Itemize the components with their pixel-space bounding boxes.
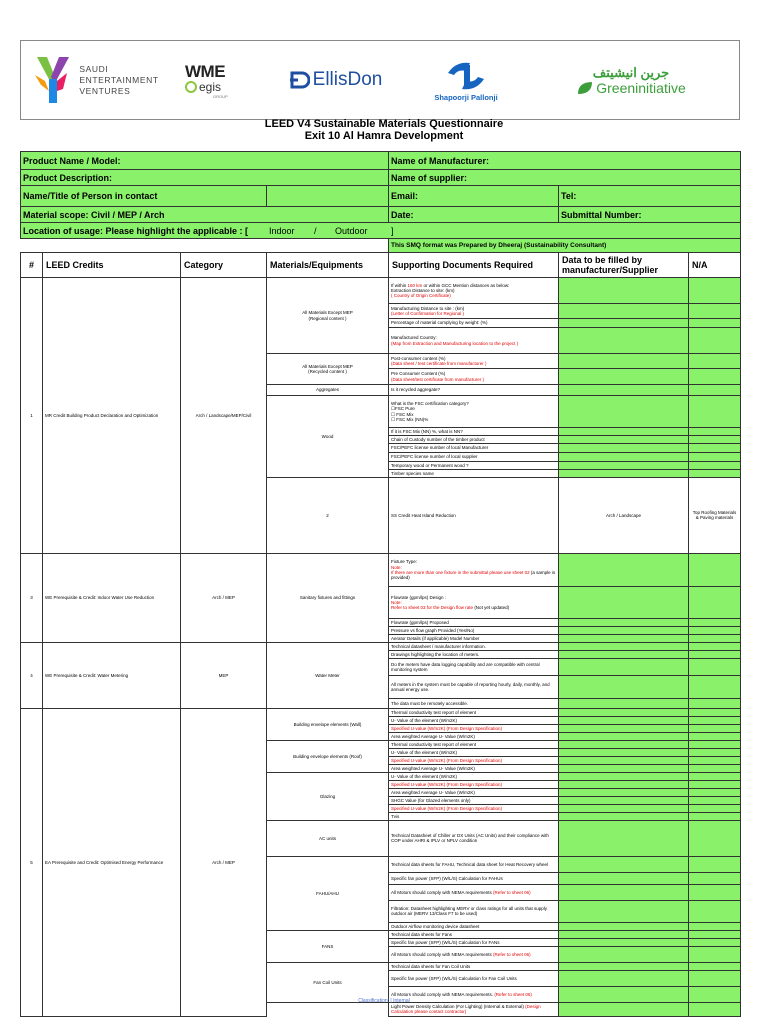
data-cell[interactable] bbox=[559, 820, 689, 856]
saudi-entertainment-ventures-logo bbox=[21, 41, 171, 119]
na-cell[interactable] bbox=[689, 788, 741, 796]
section-3-number: 3 bbox=[21, 553, 43, 642]
slash: / bbox=[314, 225, 317, 236]
na-cell[interactable] bbox=[689, 764, 741, 772]
doc-fsc-manufacturer: FSC/PEFC license number of local Manufacturer bbox=[389, 444, 559, 453]
na-cell[interactable] bbox=[689, 304, 741, 319]
na-cell[interactable] bbox=[689, 385, 741, 396]
section-2-credit: SS Credit Heat Island Reduction bbox=[389, 478, 559, 554]
product-description-label: Product Description: bbox=[21, 170, 389, 186]
doc-shgc: SHGC Value (for Glazed elements only) bbox=[389, 796, 559, 804]
na-cell[interactable] bbox=[689, 462, 741, 470]
ellisdon-logo bbox=[271, 41, 401, 119]
data-cell[interactable] bbox=[559, 780, 689, 788]
na-cell[interactable] bbox=[689, 708, 741, 716]
doc-fans-datasheet: Technical data sheets for Fans bbox=[389, 930, 559, 938]
indoor-option[interactable]: Indoor bbox=[269, 225, 295, 236]
doc-fcu-datasheet: Technical data sheets for Fan Coil Units bbox=[389, 962, 559, 970]
doc-data-logging: Do the meters have data logging capability and are compatible with central monitoring system bbox=[389, 658, 559, 675]
na-cell[interactable] bbox=[689, 626, 741, 634]
data-cell[interactable] bbox=[559, 922, 689, 930]
na-cell[interactable] bbox=[689, 1002, 741, 1016]
material-wall: Building envelope elements (Wall) bbox=[267, 708, 389, 740]
location-label: Location of usage: Please highlight the applicable : [ bbox=[23, 225, 249, 236]
data-cell[interactable] bbox=[559, 650, 689, 658]
data-cell[interactable] bbox=[559, 716, 689, 724]
na-cell[interactable] bbox=[689, 586, 741, 618]
title-line-1: LEED V4 Sustainable Materials Questionnaire bbox=[264, 118, 504, 130]
material-aggregates: Aggregates bbox=[267, 385, 389, 396]
data-cell[interactable] bbox=[559, 354, 689, 369]
data-cell[interactable] bbox=[559, 748, 689, 756]
na-cell[interactable] bbox=[689, 658, 741, 675]
submittal-label: Submittal Number: bbox=[559, 207, 741, 223]
na-cell[interactable] bbox=[689, 962, 741, 970]
document-title bbox=[0, 118, 768, 142]
na-cell[interactable] bbox=[689, 812, 741, 820]
doc-meter-reporting: All meters in the system must be capable of reporting hourly, daily, monthly, and annual energy use. bbox=[389, 675, 559, 698]
material-water-meter: Water Meter bbox=[267, 642, 389, 708]
col-num-header: # bbox=[21, 253, 43, 278]
na-cell[interactable] bbox=[689, 804, 741, 812]
data-cell[interactable] bbox=[559, 698, 689, 708]
material-ac-units: AC units bbox=[267, 820, 389, 856]
doc-specified-u-glazing: Specified U-value (W/m2K) (From Design Specification) bbox=[389, 780, 559, 788]
na-cell[interactable] bbox=[689, 820, 741, 856]
outdoor-option[interactable]: Outdoor bbox=[335, 225, 368, 236]
na-cell[interactable] bbox=[689, 396, 741, 428]
col-data-header: Data to be filled by manufacturer/Supplier bbox=[559, 253, 689, 278]
doc-flowrate-proposed: Flowrate (gpm/lps) Proposed bbox=[389, 618, 559, 626]
data-cell[interactable] bbox=[559, 796, 689, 804]
data-cell[interactable] bbox=[559, 658, 689, 675]
na-cell[interactable] bbox=[689, 354, 741, 369]
material-fan-coil: Fan Coil Units bbox=[267, 962, 389, 1002]
na-cell[interactable] bbox=[689, 796, 741, 804]
doc-sfp-fcu: Specific fan power (SFP) (W/L/S) Calculation for Fan Coil Units bbox=[389, 970, 559, 986]
section-2-number: 2 bbox=[267, 478, 389, 554]
email-label: Email: bbox=[389, 186, 559, 207]
na-cell[interactable] bbox=[689, 698, 741, 708]
title-line-2: Exit 10 Al Hamra Development bbox=[304, 130, 464, 142]
doc-u-value-wall: U- Value of the element (W/m2K) bbox=[389, 716, 559, 724]
prepared-by-note: This SMQ format was Prepared by Dheeraj (Sustainability Consultant) bbox=[389, 239, 741, 253]
doc-tvis: Tvis bbox=[389, 812, 559, 820]
section-4-number: 4 bbox=[21, 642, 43, 708]
classification-footer: Classification: | Internal bbox=[358, 998, 410, 1004]
data-cell[interactable] bbox=[559, 304, 689, 319]
data-cell[interactable] bbox=[559, 634, 689, 642]
egis-text: egis bbox=[199, 79, 222, 94]
data-cell[interactable] bbox=[559, 319, 689, 328]
supplier-label: Name of supplier: bbox=[389, 170, 741, 186]
bracket: ] bbox=[391, 225, 394, 236]
data-cell[interactable] bbox=[559, 626, 689, 634]
material-glazing: Glazing bbox=[267, 772, 389, 820]
doc-airflow-monitoring: Outdoor Airflow monitoring device datasheet bbox=[389, 922, 559, 930]
data-cell[interactable] bbox=[559, 385, 689, 396]
scope-label: Material scope: Civil / MEP / Arch bbox=[21, 207, 389, 223]
na-cell[interactable] bbox=[689, 328, 741, 354]
doc-u-value-roof: U- Value of the element (W/m2K) bbox=[389, 748, 559, 756]
doc-avg-u-glazing: Area weighted Average U- Value (W/m2K) bbox=[389, 788, 559, 796]
material-roofing: Top Roofing Materials & Paving materials bbox=[689, 478, 741, 554]
na-cell[interactable] bbox=[689, 938, 741, 946]
col-category-header: Category bbox=[181, 253, 267, 278]
contact-label: Name/Title of Person in contact bbox=[21, 186, 267, 207]
data-cell[interactable] bbox=[559, 428, 689, 436]
doc-lpd: Light Power Density Calculation (For Lighting) (Internal & External) (Design Calculation please contact contractor) bbox=[389, 1002, 559, 1016]
shapoorji-pallonji-logo bbox=[401, 41, 531, 119]
na-cell[interactable] bbox=[689, 444, 741, 453]
product-name-label: Product Name / Model: bbox=[21, 152, 389, 170]
na-cell[interactable] bbox=[689, 900, 741, 922]
data-cell[interactable] bbox=[559, 788, 689, 796]
data-cell[interactable] bbox=[559, 946, 689, 962]
data-cell[interactable] bbox=[559, 1002, 689, 1016]
sev-line-2: ENTERTAINMENT bbox=[79, 74, 159, 85]
data-cell[interactable] bbox=[559, 740, 689, 748]
doc-extraction-distance: If within 160 km or within GCC Mention distances as below: Extraction Distance to site: (km) ( Country of Origin Certificate) bbox=[389, 278, 559, 304]
data-cell[interactable] bbox=[559, 436, 689, 444]
blank-cell bbox=[21, 239, 389, 253]
section-1-category: Arch / Landscape/MEP/Civil bbox=[181, 278, 267, 554]
shapoorji-text: Shapoorji Pallonji bbox=[434, 92, 498, 102]
doc-recycled-aggregate: Is it recycled aggregate? bbox=[389, 385, 559, 396]
doc-pressure-graph: Pressure vs flow graph Provided (Yes/No) bbox=[389, 626, 559, 634]
na-cell[interactable] bbox=[689, 732, 741, 740]
na-cell[interactable] bbox=[689, 930, 741, 938]
data-cell[interactable] bbox=[559, 938, 689, 946]
doc-post-consumer: Post-consumer content (%) (Data sheet / test certificate from manufacturer ) bbox=[389, 354, 559, 369]
na-cell[interactable] bbox=[689, 756, 741, 764]
na-cell[interactable] bbox=[689, 946, 741, 962]
section-3-category: Arch / MEP bbox=[181, 553, 267, 642]
sev-icon bbox=[33, 55, 73, 105]
na-cell[interactable] bbox=[689, 884, 741, 900]
contact-value[interactable] bbox=[267, 186, 389, 207]
ellisdon-text: EllisDon bbox=[312, 69, 383, 90]
doc-fixture-type: Fixture Type: Note: If there are more than one fixture in the submittal please use sheet 02 (a sample is provided) bbox=[389, 553, 559, 586]
doc-avg-u-roof: Area weighted Average U- Value (W/m2K) bbox=[389, 764, 559, 772]
data-cell[interactable] bbox=[559, 453, 689, 462]
doc-thermal-roof: Thermal conductivity test report of element bbox=[389, 740, 559, 748]
col-credits-header: LEED Credits bbox=[43, 253, 181, 278]
manufacturer-label: Name of Manufacturer: bbox=[389, 152, 741, 170]
doc-specified-u-wall: Specified U-value (W/m2K) (From Design Specification) bbox=[389, 724, 559, 732]
doc-nema-fcu: All Motors should comply with NEMA requirements. (Refer to sheet 06) bbox=[389, 986, 559, 1002]
questionnaire-table bbox=[20, 151, 741, 1017]
data-cell[interactable] bbox=[559, 962, 689, 970]
material-sanitary: Sanitary fixtures and fittings bbox=[267, 553, 389, 642]
green-initiative-text: Greeninitiative bbox=[596, 79, 686, 96]
section-1-credit: MR Credit Building Product Declaration and Optimization bbox=[43, 278, 181, 554]
data-cell[interactable] bbox=[559, 724, 689, 732]
doc-nema-fans: All Motors should comply with NEMA requirements (Refer to sheet 06) bbox=[389, 946, 559, 962]
na-cell[interactable] bbox=[689, 724, 741, 732]
green-initiative-arabic: جرين انيشيتف bbox=[592, 64, 670, 80]
material-fans: FANS bbox=[267, 930, 389, 962]
col-na-header: N/A bbox=[689, 253, 741, 278]
doc-thermal-wall: Thermal conductivity test report of element bbox=[389, 708, 559, 716]
na-cell[interactable] bbox=[689, 436, 741, 444]
doc-chiller-datasheet: Technical Datasheet of Chiller or DX Units (AC Units) and their compliance with COP under AHRI & IPLV or NPLV condition bbox=[389, 820, 559, 856]
wme-text: WME bbox=[185, 61, 226, 81]
data-cell[interactable] bbox=[559, 278, 689, 304]
na-cell[interactable] bbox=[689, 553, 741, 586]
doc-specified-u-roof: Specified U-value (W/m2K) (From Design Specification) bbox=[389, 756, 559, 764]
data-cell[interactable] bbox=[559, 812, 689, 820]
na-cell[interactable] bbox=[689, 428, 741, 436]
na-cell[interactable] bbox=[689, 453, 741, 462]
data-cell[interactable] bbox=[559, 970, 689, 986]
na-cell[interactable] bbox=[689, 748, 741, 756]
na-cell[interactable] bbox=[689, 970, 741, 986]
na-cell[interactable] bbox=[689, 369, 741, 385]
doc-filtration: Filtration: Datasheet highlighting MERV or class ratings for all units that supply outdoor air (MERV 13/Class F7 to be used) bbox=[389, 900, 559, 922]
na-cell[interactable] bbox=[689, 319, 741, 328]
data-cell[interactable] bbox=[559, 772, 689, 780]
na-cell[interactable] bbox=[689, 650, 741, 658]
na-cell[interactable] bbox=[689, 780, 741, 788]
doc-timber-species: Timber species name bbox=[389, 470, 559, 478]
data-cell[interactable] bbox=[559, 675, 689, 698]
doc-avg-u-wall: Area weighted Average U- Value (W/m2K) bbox=[389, 732, 559, 740]
logo-banner bbox=[20, 40, 740, 120]
material-wood: Wood bbox=[267, 396, 389, 478]
col-materials-header: Materials/Equipments bbox=[267, 253, 389, 278]
material-fahu: FAHU/AHU bbox=[267, 856, 389, 930]
na-cell[interactable] bbox=[689, 740, 741, 748]
data-cell[interactable] bbox=[559, 872, 689, 884]
data-cell[interactable] bbox=[559, 930, 689, 938]
doc-temporary-wood: Temporary wood or Permanent wood ? bbox=[389, 462, 559, 470]
wme-egis-logo bbox=[171, 41, 271, 119]
data-cell[interactable] bbox=[559, 462, 689, 470]
doc-specified-u-glazing-2: Specified U-value (W/m2K) (From Design Specification) bbox=[389, 804, 559, 812]
doc-fsc-supplier: FSC/PEFC license number of local supplier bbox=[389, 453, 559, 462]
doc-meter-drawings: Drawings highlighting the location of meters. bbox=[389, 650, 559, 658]
blank-cell bbox=[267, 1002, 389, 1016]
na-cell[interactable] bbox=[689, 922, 741, 930]
doc-fsc-nn: If it is FSC Mix (NN) %, what is NN? bbox=[389, 428, 559, 436]
data-cell[interactable] bbox=[559, 618, 689, 626]
tel-label: Tel: bbox=[559, 186, 741, 207]
material-recycled: All Materials Except MEP (Recycled content ) bbox=[267, 354, 389, 385]
doc-pre-consumer: Pre Consumer Content (%) (Data sheet/test certificate from manufacturer ) bbox=[389, 369, 559, 385]
data-cell[interactable] bbox=[559, 642, 689, 650]
data-cell[interactable] bbox=[559, 396, 689, 428]
section-3-credit: WE Prerequisite & Credit: Indoor Water Use Reduction bbox=[43, 553, 181, 642]
sp-icon bbox=[446, 59, 486, 93]
sev-line-1: SAUDI bbox=[79, 63, 109, 74]
location-row bbox=[21, 223, 741, 239]
data-cell[interactable] bbox=[559, 732, 689, 740]
section-5-category: Arch / MEP bbox=[181, 708, 267, 1016]
na-cell[interactable] bbox=[689, 618, 741, 626]
data-cell[interactable] bbox=[559, 369, 689, 385]
na-cell[interactable] bbox=[689, 470, 741, 478]
data-cell[interactable] bbox=[559, 900, 689, 922]
doc-u-value-glazing: U- Value of the element (W/m2K) bbox=[389, 772, 559, 780]
data-cell[interactable] bbox=[559, 586, 689, 618]
leaf-icon bbox=[576, 80, 594, 96]
date-label: Date: bbox=[389, 207, 559, 223]
doc-chain-custody: Chain of Custody number of the timber product bbox=[389, 436, 559, 444]
na-cell[interactable] bbox=[689, 772, 741, 780]
doc-percentage-weight: Percentage of material complying by weight: (%) bbox=[389, 319, 559, 328]
section-5-number: 5 bbox=[21, 708, 43, 1016]
section-4-category: MEP bbox=[181, 642, 267, 708]
green-initiative-logo bbox=[531, 41, 731, 119]
na-cell[interactable] bbox=[689, 642, 741, 650]
data-cell[interactable] bbox=[559, 553, 689, 586]
doc-fahu-datasheet: Technical data sheets for FAHU, Technical data sheet for Heat Recovery wheel bbox=[389, 856, 559, 872]
egis-group: GROUP bbox=[213, 93, 228, 99]
section-4-credit: WE Prerequisite & Credit: Water Metering bbox=[43, 642, 181, 708]
ellisdon-icon bbox=[290, 71, 310, 89]
doc-manufacturing-distance: Manufacturing Distance to site : (km) (Letter of Confirmation for Regional ) bbox=[389, 304, 559, 319]
na-cell[interactable] bbox=[689, 675, 741, 698]
data-cell[interactable] bbox=[559, 444, 689, 453]
doc-flowrate-design: Flowrate (gpm/lps) Design : Note: Refer to sheet 03 for the Design flow rate (Not yet updated) bbox=[389, 586, 559, 618]
na-cell[interactable] bbox=[689, 634, 741, 642]
col-docs-header: Supporting Documents Required bbox=[389, 253, 559, 278]
na-cell[interactable] bbox=[689, 278, 741, 304]
data-cell[interactable] bbox=[559, 470, 689, 478]
doc-tech-datasheet: Technical datasheet / manufacturer information. bbox=[389, 642, 559, 650]
egis-circle-icon bbox=[185, 81, 197, 93]
na-cell[interactable] bbox=[689, 872, 741, 884]
section-1-number: 1 bbox=[21, 278, 43, 554]
material-roof: Building envelope elements (Roof) bbox=[267, 740, 389, 772]
section-2-category: Arch / Landscape bbox=[559, 478, 689, 554]
doc-nema-fahu: All Motors should comply with NEMA requirements (Refer to sheet 06) bbox=[389, 884, 559, 900]
data-cell[interactable] bbox=[559, 856, 689, 872]
material-regional: All Materials Except MEP (Regional content ) bbox=[267, 278, 389, 354]
data-cell[interactable] bbox=[559, 328, 689, 354]
doc-sfp-fans: Specific fan power (SFP) (W/L/S) Calculation for FANs bbox=[389, 938, 559, 946]
na-cell[interactable] bbox=[689, 856, 741, 872]
doc-aerator: Aerator Details (if applicable) Model Number bbox=[389, 634, 559, 642]
doc-manufactured-country: Manufactured Country: (Map from Extraction and Manufacturing location to the project ) bbox=[389, 328, 559, 354]
doc-sfp-fahu: Specific fan power (SFP) (W/L/S) Calculation for FAHUs bbox=[389, 872, 559, 884]
doc-fsc-category: What is the FSC certification category? ☐FSC Pure ☐ FSC Mix ☐ FSC Mix (NN)% bbox=[389, 396, 559, 428]
data-cell[interactable] bbox=[559, 884, 689, 900]
data-cell[interactable] bbox=[559, 764, 689, 772]
data-cell[interactable] bbox=[559, 756, 689, 764]
data-cell[interactable] bbox=[559, 804, 689, 812]
na-cell[interactable] bbox=[689, 716, 741, 724]
sev-line-3: VENTURES bbox=[79, 85, 131, 96]
data-cell[interactable] bbox=[559, 708, 689, 716]
section-5-credit: EA Prerequisite and Credit: Optimised Energy Performance bbox=[43, 708, 181, 1016]
doc-remote-access: The data must be remotely accessible. bbox=[389, 698, 559, 708]
